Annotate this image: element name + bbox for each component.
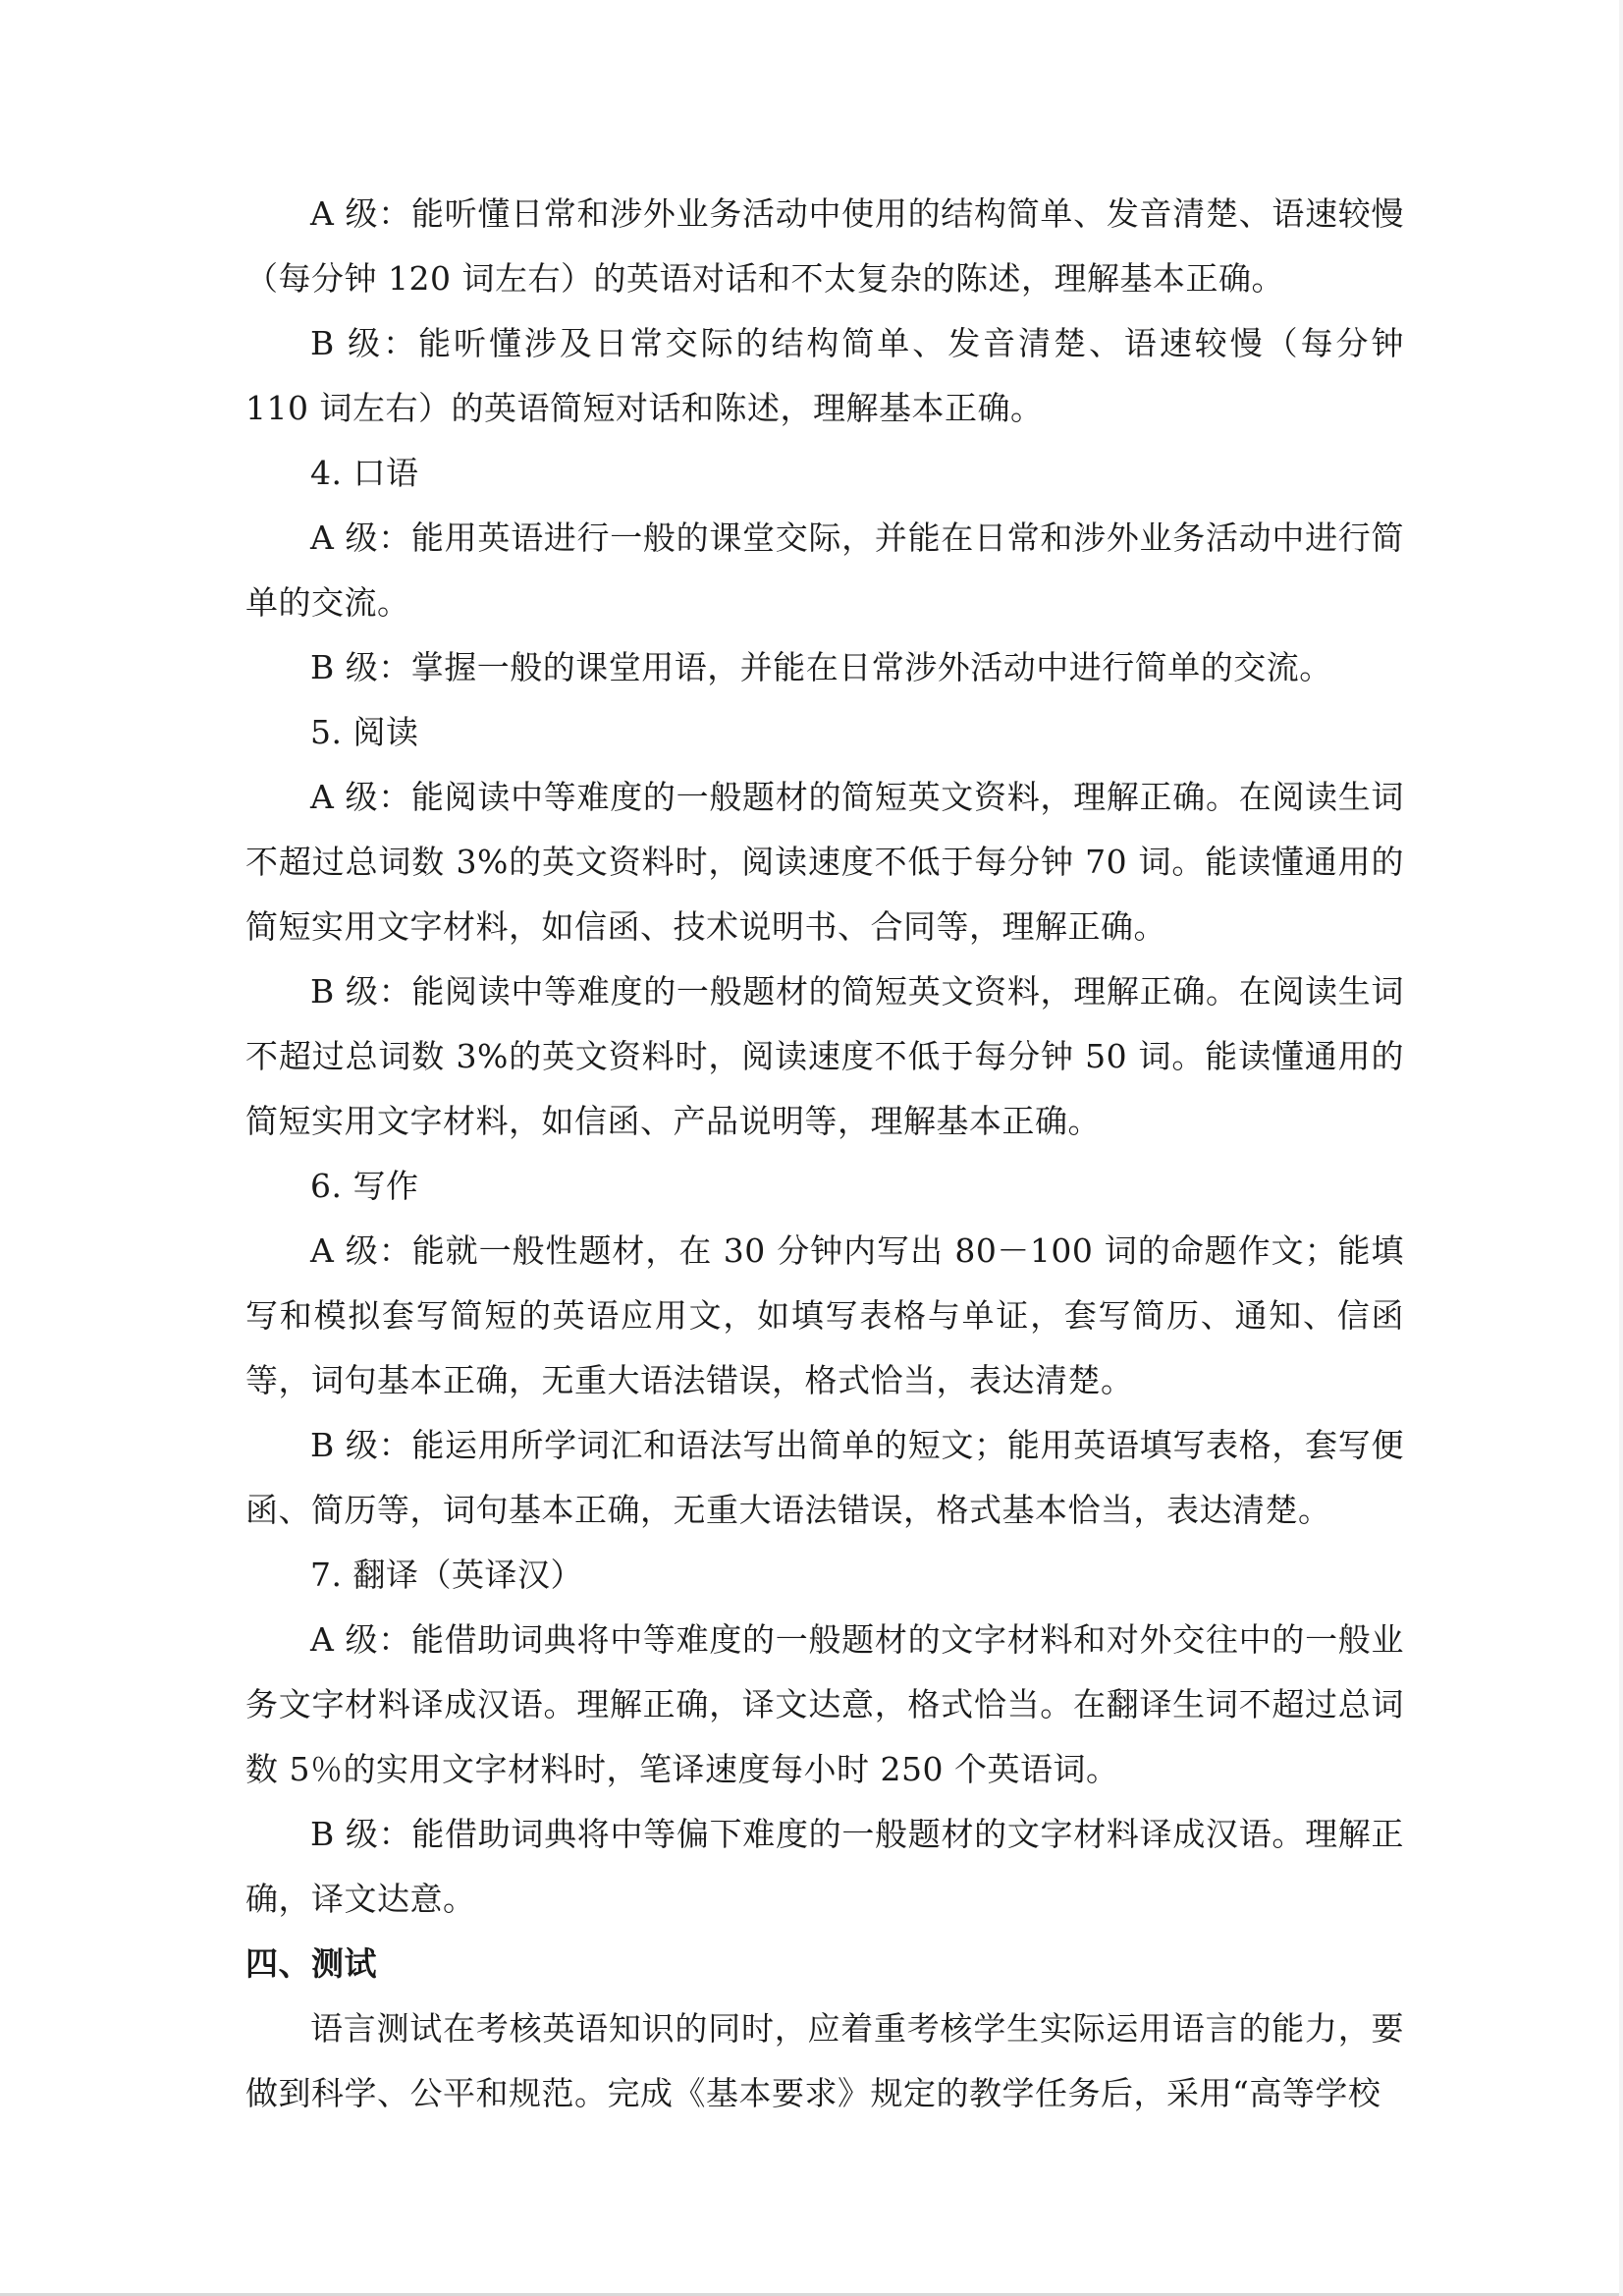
speaking-level-b: B 级：掌握一般的课堂用语，并能在日常涉外活动中进行简单的交流。 <box>310 648 1332 686</box>
testing-paragraph: 语言测试在考核英语知识的同时，应着重考核学生实际运用语言的能力，要做到科学、公平和规范。完成《基本要求》规定的教学任务后，采用“高等学校 <box>245 2009 1404 2112</box>
writing-level-a: A 级：能就一般性题材，在 30 分钟内写出 80－100 词的命题作文；能填写和模拟套写简短的英语应用文，如填写表格与单证，套写简历、通知、信函等，词句基本正确，无重大语法错误，格式恰当，表达清楚。 <box>245 1231 1404 1399</box>
listening-level-a: A 级：能听懂日常和涉外业务活动中使用的结构简单、发音清楚、语速较慢（每分钟 120 词左右）的英语对话和不太复杂的陈述，理解基本正确。 <box>245 194 1404 298</box>
testing-heading: 四、测试 <box>245 1944 377 1983</box>
translation-title: 7. 翻译（英译汉） <box>310 1556 583 1594</box>
reading-title: 5. 阅读 <box>310 713 419 751</box>
speaking-title: 4. 口语 <box>310 454 419 492</box>
reading-level-b: B 级：能阅读中等难度的一般题材的简短英文资料，理解正确。在阅读生词不超过总词数 3%的英文资料时，阅读速度不低于每分钟 50 词。能读懂通用的简短实用文字材料，如信函、产品说明等，理解基本正确。 <box>245 972 1404 1140</box>
translation-level-b: B 级：能借助词典将中等偏下难度的一般题材的文字材料译成汉语。理解正确，译文达意。 <box>245 1815 1404 1918</box>
translation-level-a: A 级：能借助词典将中等难度的一般题材的文字材料和对外交往中的一般业务文字材料译成汉语。理解正确，译文达意，格式恰当。在翻译生词不超过总词数 5％的实用文字材料时，笔译速度每小时 250 个英语词。 <box>245 1620 1404 1788</box>
scan-edge-right <box>1619 0 1623 2296</box>
writing-level-b: B 级：能运用所学词汇和语法写出简单的短文；能用英语填写表格，套写便函、简历等，词句基本正确，无重大语法错误，格式基本恰当，表达清楚。 <box>245 1426 1404 1529</box>
listening-level-b: B 级：能听懂涉及日常交际的结构简单、发音清楚、语速较慢（每分钟 110 词左右）的英语简短对话和陈述，理解基本正确。 <box>245 324 1404 427</box>
reading-level-a: A 级：能阅读中等难度的一般题材的简短英文资料，理解正确。在阅读生词不超过总词数 3%的英文资料时，阅读速度不低于每分钟 70 词。能读懂通用的简短实用文字材料，如信函、技术说明书、合同等，理解正确。 <box>245 778 1404 946</box>
document-body <box>245 182 1404 2126</box>
speaking-level-a: A 级：能用英语进行一般的课堂交际，并能在日常和涉外业务活动中进行简单的交流。 <box>245 519 1404 622</box>
writing-title: 6. 写作 <box>310 1167 419 1205</box>
